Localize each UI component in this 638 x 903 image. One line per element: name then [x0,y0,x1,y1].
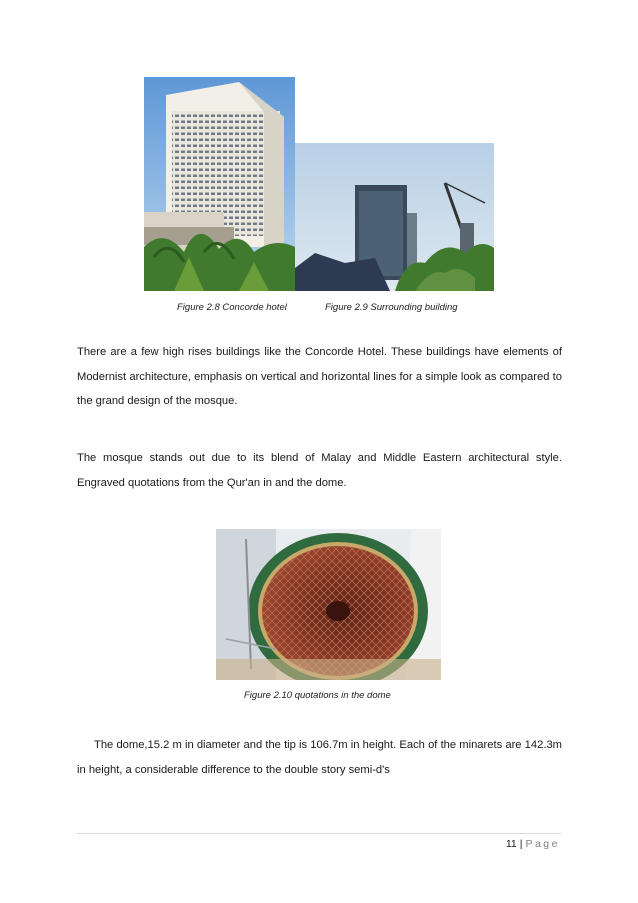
surrounding-building-photo [295,143,494,291]
footer-divider [77,833,562,834]
page-label: Page [525,838,560,850]
page-footer [506,838,560,850]
paragraph-dome-dimensions: The dome,15.2 m in diameter and the tip is 106.7m in height. Each of the minarets are 142.3m in height, a considerable difference to the double story semi-d's [77,739,562,776]
dome-interior-photo [216,529,441,680]
figure-2-8-caption: Figure 2.8 Concorde hotel [177,302,287,313]
concorde-hotel-photo [144,77,295,291]
page-number: 11 [505,838,517,850]
figure-2-9-caption: Figure 2.9 Surrounding building [325,302,458,313]
figure-2-10-caption: Figure 2.10 quotations in the dome [244,690,391,701]
paragraph-mosque-style: The mosque stands out due to its blend of Malay and Middle Eastern architectural style. Engraved quotations from the Qur'an in and the dome. [77,452,562,489]
footer-separator: | [519,838,523,850]
paragraph-high-rises: There are a few high rises buildings like the Concorde Hotel. These buildings have elements of Modernist architecture, emphasis on vertical and horizontal lines for a simple look as compared to the grand design of the mosque. [77,346,562,407]
